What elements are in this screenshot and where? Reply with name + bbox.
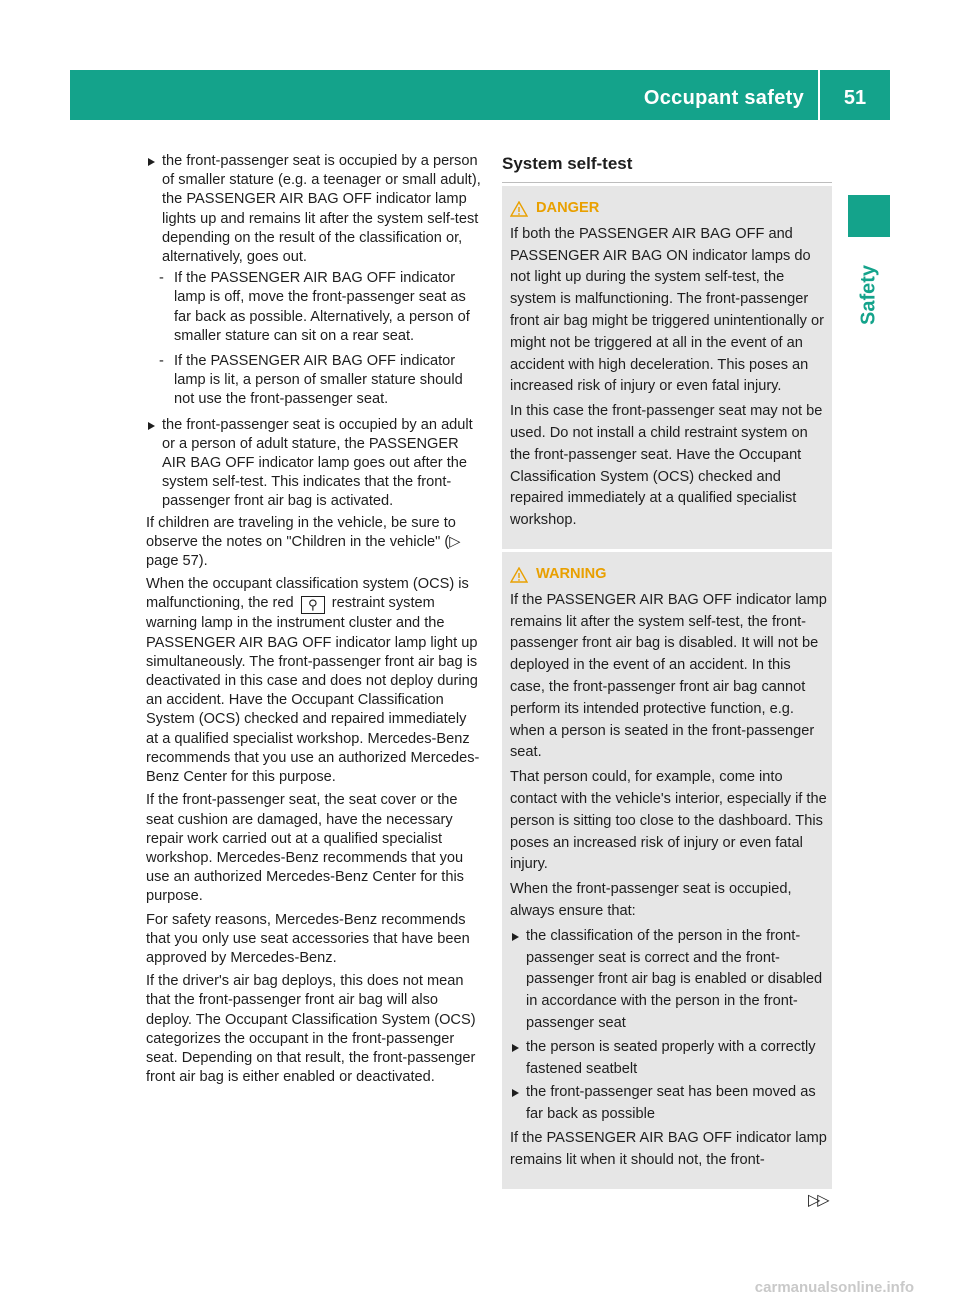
- list-item: the person is seated properly with a correctly fastened seatbelt: [510, 1037, 832, 1081]
- watermark: carmanualsonline.info: [754, 1279, 914, 1296]
- danger-box: [502, 186, 832, 549]
- section-heading: System self-test: [502, 154, 832, 183]
- list-item: the front-passenger seat has been moved as far back as possible: [510, 1082, 832, 1126]
- danger-label: DANGER: [536, 200, 600, 216]
- page-number: 51: [843, 87, 867, 109]
- header-bar: [70, 70, 890, 120]
- section-tab-marker: [848, 195, 890, 237]
- paragraph: If the PASSENGER AIR BAG OFF indicator lamp remains lit when it should not, the front-: [510, 1129, 827, 1168]
- paragraph: If both the PASSENGER AIR BAG OFF and PASSENGER AIR BAG ON indicator lamps do not light up during the system self-test, the system is malfunctioning. The front-passenger front air bag might be triggered unintentionally or might not be triggered at all in the event of an accident with high deceleration. This poses an increased risk of injury or even fatal injury.: [510, 225, 824, 395]
- list-item: the front-passenger seat is occupied by an adult or a person of adult stature, the PASSENGER AIR BAG OFF indicator lamp goes out after the system self-test. This indicates that the front-passenger front air bag is activated.: [146, 416, 482, 512]
- section-title: Occupant safety: [644, 70, 820, 120]
- paragraph: For safety reasons, Mercedes-Benz recommends that you only use seat accessories that have been approved by Mercedes-Benz.: [146, 911, 470, 966]
- paragraph: If the front-passenger seat, the seat cover or the seat cushion are damaged, have the necessary repair work carried out at a qualified specialist workshop. Mercedes-Benz recommends that you use an authorized Mercedes-Benz Center for this purpose.: [146, 792, 464, 905]
- paragraph: In this case the front-passenger seat may not be used. Do not install a child restraint system on the front-passenger seat. Have the Occupant Classification System (OCS) checked and repaired immediately at a qualified specialist workshop.: [510, 403, 823, 529]
- paragraph-text: restraint system warning lamp in the instrument cluster and the PASSENGER AIR BAG OFF indicator lamp light up simultaneously. The front-passenger front air bag is deactivated in this case and does not deploy during an accident. Have the Occupant Classification System (OCS) checked and repaired immediately at a qualified specialist workshop. Mercedes-Benz recommends that you use an authorized Mercedes-Benz Center for this purpose.: [146, 595, 480, 786]
- warning-box: [502, 552, 832, 1189]
- paragraph: [146, 575, 482, 787]
- danger-title: [510, 198, 832, 220]
- list-item: the classification of the person in the front-passenger seat is correct and the front-passenger front air bag is enabled or disabled in accordance with the person in the front-passenger seat: [510, 926, 832, 1035]
- continue-arrows-icon: ▷▷: [808, 1192, 827, 1209]
- sub-list-item: - If the PASSENGER AIR BAG OFF indicator lamp is off, move the front-passenger seat as far back as possible. Alternatively, a person of smaller stature can sit on a rear seat.: [146, 269, 482, 346]
- list-item: the front-passenger seat is occupied by a person of smaller stature (e.g. a teenager or small adult), the PASSENGER AIR BAG OFF indicator lamp lights up and remains lit after the system self-test depending on the result of the classification or, alternatively, goes out.: [146, 152, 482, 267]
- warning-triangle-icon: [510, 201, 528, 217]
- section-tab-label: Safety: [857, 264, 880, 326]
- restraint-warning-icon: ⚲: [301, 596, 325, 614]
- left-column: [146, 152, 482, 1091]
- paragraph: If the PASSENGER AIR BAG OFF indicator lamp remains lit after the system self-test, the front-passenger front air bag is disabled. It will not be deployed in the event of an accident. In this case, the front-passenger front air bag cannot perform its intended protective function, e.g. when a person is seated in the front-passenger seat.: [510, 591, 827, 761]
- warning-title: [510, 564, 832, 586]
- warning-label: WARNING: [536, 566, 607, 582]
- paragraph: If the driver's air bag deploys, this does not mean that the front-passenger front air bag will also deploy. The Occupant Classification System (OCS) categorizes the occupant in the front-passenger seat. Depending on that result, the front-passenger front air bag is either enabled or deactivated.: [146, 973, 476, 1086]
- sub-list-item: - If the PASSENGER AIR BAG OFF indicator lamp is lit, a person of smaller stature should not use the front-passenger seat.: [146, 352, 482, 410]
- warning-triangle-icon: [510, 567, 528, 583]
- paragraph: When the front-passenger seat is occupied, always ensure that:: [510, 881, 792, 919]
- paragraph: If children are traveling in the vehicle, be sure to observe the notes on "Children in the vehicle" (▷ page 57).: [146, 514, 461, 570]
- paragraph-text: When the occupant classification system (OCS) is malfunctioning, the red: [146, 576, 469, 612]
- paragraph: That person could, for example, come into contact with the vehicle's interior, especially if the person is sitting too close to the dashboard. This poses an increased risk of injury or even fatal injury.: [510, 769, 827, 873]
